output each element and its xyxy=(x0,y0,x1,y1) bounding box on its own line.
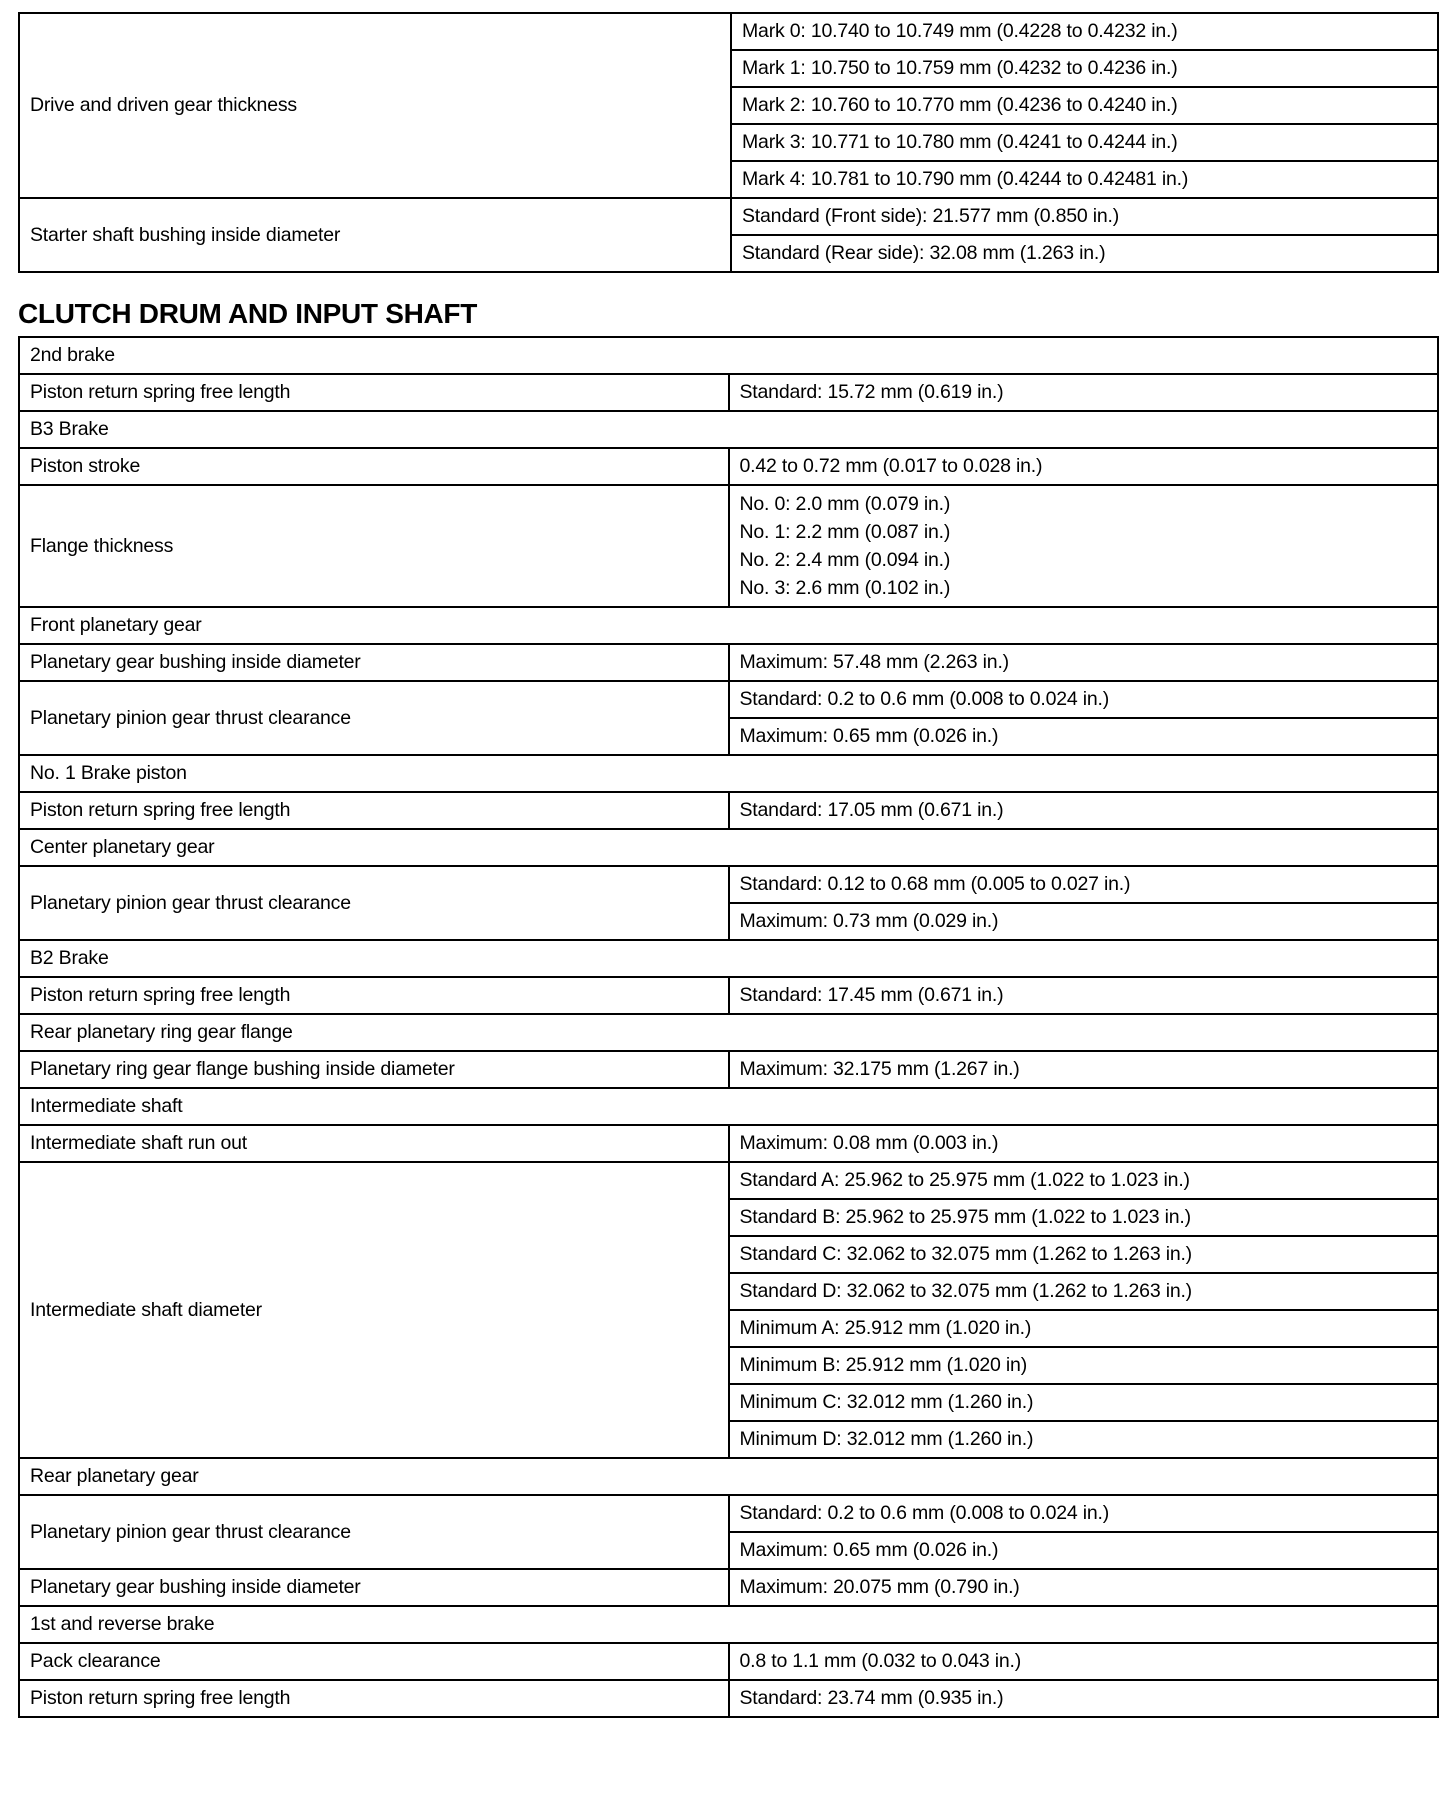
clutch-drum-spec-table xyxy=(18,336,1439,1718)
spec-value-line: No. 3: 2.6 mm (0.102 in.) xyxy=(739,577,951,599)
spec-value: Standard: 17.05 mm (0.671 in.) xyxy=(729,792,1439,829)
table-row xyxy=(19,866,1438,903)
spec-value: Maximum: 0.73 mm (0.029 in.) xyxy=(729,903,1439,940)
section-label: 1st and reverse brake xyxy=(19,1606,1438,1643)
spec-value: Minimum C: 32.012 mm (1.260 in.) xyxy=(729,1384,1439,1421)
spec-value: Minimum B: 25.912 mm (1.020 in) xyxy=(729,1347,1439,1384)
section-label: Center planetary gear xyxy=(19,829,1438,866)
section-label: B2 Brake xyxy=(19,940,1438,977)
spec-value-line: No. 1: 2.2 mm (0.087 in.) xyxy=(739,521,951,543)
spec-value: Minimum D: 32.012 mm (1.260 in.) xyxy=(729,1421,1439,1458)
spec-label: Planetary pinion gear thrust clearance xyxy=(19,681,729,755)
spec-value: Standard: 0.2 to 0.6 mm (0.008 to 0.024 in.) xyxy=(729,1495,1439,1532)
section-label: No. 1 Brake piston xyxy=(19,755,1438,792)
table-row xyxy=(19,1569,1438,1606)
spec-label: Drive and driven gear thickness xyxy=(19,13,731,198)
spec-label: Piston return spring free length xyxy=(19,1680,729,1717)
spec-label: Piston return spring free length xyxy=(19,792,729,829)
spec-value: Standard: 0.12 to 0.68 mm (0.005 to 0.027 in.) xyxy=(729,866,1439,903)
table-row xyxy=(19,448,1438,485)
table-row xyxy=(19,644,1438,681)
spec-value: Standard A: 25.962 to 25.975 mm (1.022 to 1.023 in.) xyxy=(729,1162,1439,1199)
spec-label: Planetary gear bushing inside diameter xyxy=(19,1569,729,1606)
spec-value: Standard: 15.72 mm (0.619 in.) xyxy=(729,374,1439,411)
section-row xyxy=(19,755,1438,792)
table-row xyxy=(19,1162,1438,1199)
spec-value-line: No. 2: 2.4 mm (0.094 in.) xyxy=(739,549,951,571)
section-label: Intermediate shaft xyxy=(19,1088,1438,1125)
section-row xyxy=(19,1088,1438,1125)
spec-value: Standard B: 25.962 to 25.975 mm (1.022 to 1.023 in.) xyxy=(729,1199,1439,1236)
spec-label: Intermediate shaft run out xyxy=(19,1125,729,1162)
section-label: 2nd brake xyxy=(19,337,1438,374)
spec-value: Standard (Front side): 21.577 mm (0.850 in.) xyxy=(731,198,1438,235)
spec-value: Mark 1: 10.750 to 10.759 mm (0.4232 to 0.4236 in.) xyxy=(731,50,1438,87)
table-row xyxy=(19,1495,1438,1532)
section-row xyxy=(19,607,1438,644)
spec-label: Piston stroke xyxy=(19,448,729,485)
section-label: Front planetary gear xyxy=(19,607,1438,644)
section-row xyxy=(19,411,1438,448)
spec-label: Pack clearance xyxy=(19,1643,729,1680)
section-row xyxy=(19,940,1438,977)
spec-value: Standard (Rear side): 32.08 mm (1.263 in.) xyxy=(731,235,1438,272)
spec-value: Mark 0: 10.740 to 10.749 mm (0.4228 to 0.4232 in.) xyxy=(731,13,1438,50)
spec-value: Maximum: 57.48 mm (2.263 in.) xyxy=(729,644,1439,681)
spec-value: 0.8 to 1.1 mm (0.032 to 0.043 in.) xyxy=(729,1643,1439,1680)
spec-label: Piston return spring free length xyxy=(19,977,729,1014)
table-row xyxy=(19,1680,1438,1717)
spec-value: Mark 4: 10.781 to 10.790 mm (0.4244 to 0.42481 in.) xyxy=(731,161,1438,198)
table-row xyxy=(19,1643,1438,1680)
spec-value: Mark 3: 10.771 to 10.780 mm (0.4241 to 0.4244 in.) xyxy=(731,124,1438,161)
spec-label: Flange thickness xyxy=(19,485,729,607)
spec-value: Maximum: 0.08 mm (0.003 in.) xyxy=(729,1125,1439,1162)
table-row xyxy=(19,1125,1438,1162)
spec-label: Planetary pinion gear thrust clearance xyxy=(19,1495,729,1569)
spec-value: Standard: 0.2 to 0.6 mm (0.008 to 0.024 in.) xyxy=(729,681,1439,718)
section-heading: CLUTCH DRUM AND INPUT SHAFT xyxy=(18,298,478,329)
section-label: B3 Brake xyxy=(19,411,1438,448)
spec-value: Maximum: 0.65 mm (0.026 in.) xyxy=(729,718,1439,755)
spec-value: Standard C: 32.062 to 32.075 mm (1.262 to 1.263 in.) xyxy=(729,1236,1439,1273)
table-row xyxy=(19,198,1438,235)
spec-label: Planetary gear bushing inside diameter xyxy=(19,644,729,681)
section-row xyxy=(19,1606,1438,1643)
section-label: Rear planetary gear xyxy=(19,1458,1438,1495)
table-row xyxy=(19,13,1438,50)
spec-value: Minimum A: 25.912 mm (1.020 in.) xyxy=(729,1310,1439,1347)
table-row xyxy=(19,374,1438,411)
spec-value: Maximum: 0.65 mm (0.026 in.) xyxy=(729,1532,1439,1569)
table-row xyxy=(19,977,1438,1014)
spec-value: Standard D: 32.062 to 32.075 mm (1.262 to 1.263 in.) xyxy=(729,1273,1439,1310)
table-row xyxy=(19,792,1438,829)
gear-spec-table xyxy=(18,12,1439,273)
spec-label: Starter shaft bushing inside diameter xyxy=(19,198,731,272)
table-row xyxy=(19,1051,1438,1088)
spec-value: Standard: 23.74 mm (0.935 in.) xyxy=(729,1680,1439,1717)
spec-value: Mark 2: 10.760 to 10.770 mm (0.4236 to 0.4240 in.) xyxy=(731,87,1438,124)
section-row xyxy=(19,829,1438,866)
spec-label: Planetary pinion gear thrust clearance xyxy=(19,866,729,940)
section-label: Rear planetary ring gear flange xyxy=(19,1014,1438,1051)
spec-label: Intermediate shaft diameter xyxy=(19,1162,729,1458)
table-row xyxy=(19,485,1438,607)
spec-value: Maximum: 20.075 mm (0.790 in.) xyxy=(729,1569,1439,1606)
section-row xyxy=(19,337,1438,374)
spec-value: 0.42 to 0.72 mm (0.017 to 0.028 in.) xyxy=(729,448,1439,485)
table-row xyxy=(19,681,1438,718)
section-row xyxy=(19,1458,1438,1495)
spec-value: Maximum: 32.175 mm (1.267 in.) xyxy=(729,1051,1439,1088)
spec-value-line: No. 0: 2.0 mm (0.079 in.) xyxy=(739,493,951,515)
spec-label: Planetary ring gear flange bushing inside diameter xyxy=(19,1051,729,1088)
section-row xyxy=(19,1014,1438,1051)
spec-value xyxy=(729,485,1439,607)
spec-label: Piston return spring free length xyxy=(19,374,729,411)
spec-value: Standard: 17.45 mm (0.671 in.) xyxy=(729,977,1439,1014)
